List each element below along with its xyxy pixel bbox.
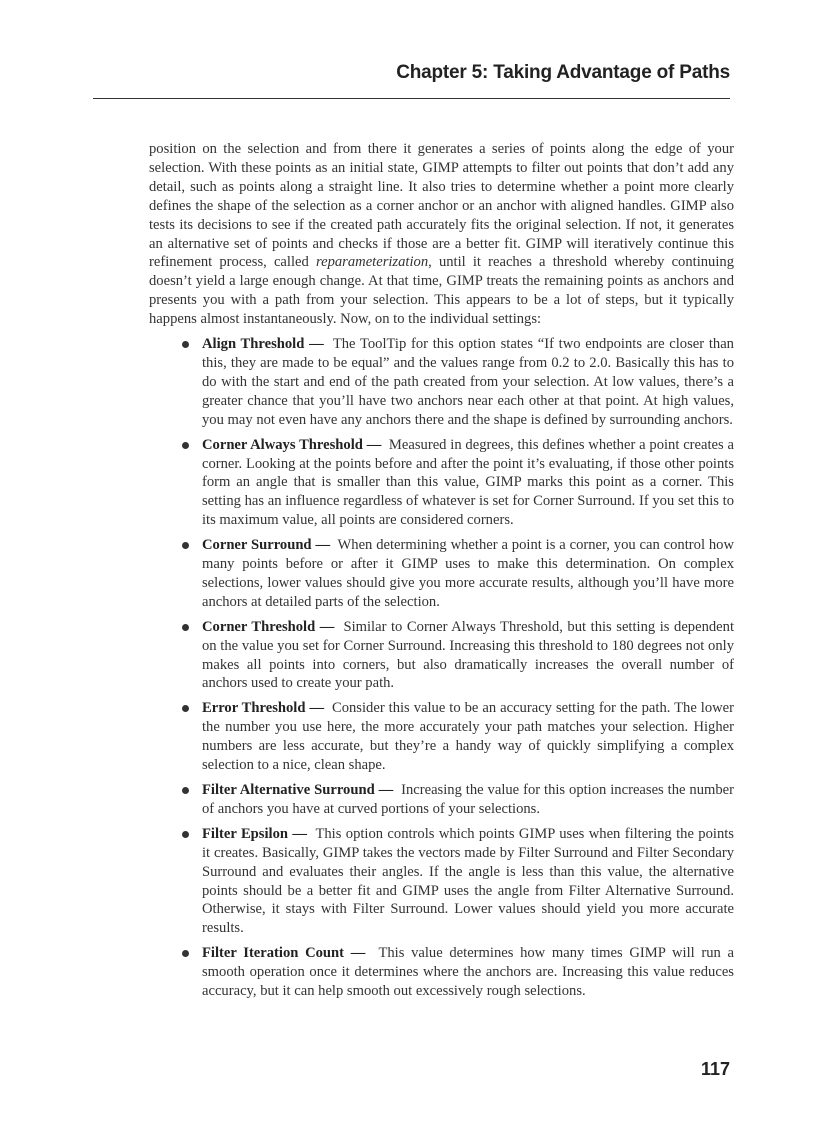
setting-description: The ToolTip for this option states “If two endpoints are closer than this, they are made to be equal” and the values range from 0.2 to 2.0. Basically this has to do with the start and end of the path created from your selection. At low values, there’s a greater chance that you’ll have two anchors near each other at that point. At high values, you may not even have any anchors there and the shape is defined by surrounding anchors. [202, 336, 734, 428]
page-body [149, 140, 734, 1007]
settings-list [149, 335, 734, 1001]
bullet-icon [182, 787, 189, 794]
bullet-icon [182, 542, 189, 549]
intro-paragraph [149, 140, 734, 329]
setting-item-corner-always-threshold [202, 436, 734, 531]
bullet-icon [182, 341, 189, 348]
setting-term: Filter Epsilon [202, 825, 288, 842]
setting-description: This option controls which points GIMP uses when filtering the points it creates. Basically, GIMP takes the vectors made by Filter Surround and Filter Secondary Surround and evaluates their angles. If the angle is less than this value, the alternative points should be a better fit and GIMP uses the angle from Filter Alternative Surround. Otherwise, it stays with Filter Surround. Lower values should yield you more accurate results. [202, 825, 734, 937]
bullet-icon [182, 442, 189, 449]
setting-description: Increasing the value for this option increases the number of anchors you have at curved portions of your selections. [202, 782, 734, 817]
setting-term: Filter Iteration Count [202, 945, 345, 962]
setting-dash: — [378, 782, 394, 798]
setting-item-error-threshold [202, 699, 734, 775]
page-number: 117 [700, 1059, 730, 1079]
chapter-header: Chapter 5: Taking Advantage of Paths [396, 62, 730, 83]
setting-description: Similar to Corner Always Threshold, but this setting is dependent on the value you set for Corner Surround. Increasing this threshold to 180 degrees not only makes all points into corners, but also dramatically increases the overall number of anchors used to create your path. [202, 618, 735, 692]
setting-term: Corner Always Threshold [202, 436, 363, 453]
setting-item-filter-alternative-surround [202, 781, 734, 819]
setting-item-filter-iteration-count [202, 944, 734, 1001]
setting-item-corner-surround [202, 536, 734, 612]
bullet-icon [182, 624, 189, 631]
setting-term: Corner Threshold [202, 618, 316, 635]
setting-dash: — [309, 700, 325, 717]
setting-dash: — [350, 945, 366, 962]
intro-text-start: position on the selection and from there it generates a series of points along the edge of your selection. With these points as an initial state, GIMP attempts to filter out points that don’t add any detail, such as points along a straight line. It also tries to determine whether a point more clearly defines the shape of the selection as a corner anchor or an anchor with aligned handles. GIMP also tests its decisions to see if the created path accurately fits the original selection. If not, it generates an alternative set of points and checks if those are a better fit. GIMP will iteratively continue this refinement process, called [149, 141, 734, 271]
setting-dash: — [309, 336, 324, 353]
setting-description: This value determines how many times GIMP will run a smooth operation once it determines where the anchors are. Increasing this value reduces accuracy, but it can help smooth out excessively rough selections. [202, 945, 734, 1000]
setting-term: Filter Alternative Surround [202, 782, 375, 798]
setting-item-corner-threshold [202, 618, 734, 694]
setting-dash: — [315, 537, 331, 554]
bullet-icon [182, 950, 189, 957]
setting-description: When determining whether a point is a corner, you can control how many points before or after it GIMP uses to make this determination. On complex selections, lower values should give you more accurate results, although you’ll have more anchors at detailed parts of the selection. [202, 537, 734, 610]
setting-item-align-threshold [202, 335, 734, 430]
setting-dash: — [292, 825, 307, 842]
setting-item-filter-epsilon [202, 825, 734, 938]
setting-term: Error Threshold [202, 700, 306, 717]
setting-dash: — [366, 436, 382, 453]
bullet-icon [182, 831, 189, 838]
bullet-icon [182, 705, 189, 712]
setting-description: Consider this value to be an accuracy setting for the path. The lower the number you use here, the more accurately your path matches your selection. Higher numbers are less accurate, but they’re a handy way of quickly simplifying a complex selection to a nice, clean shape. [202, 700, 735, 774]
header-divider [93, 98, 730, 99]
setting-dash: — [319, 618, 335, 635]
setting-term: Align Threshold [202, 336, 305, 353]
intro-text-end: , until it reaches a threshold whereby continuing doesn’t yield a large enough change. At that time, GIMP treats the remaining points as anchors and presents you with a path from your selection. This appears to be a lot of steps, but it typically happens almost instantaneously. Now, on to the individual settings: [149, 254, 735, 328]
intro-emphasis: reparameterization [315, 254, 429, 271]
setting-term: Corner Surround [202, 537, 312, 554]
setting-description: Measured in degrees, this defines whether a point creates a corner. Looking at the points before and after the point it’s evaluating, if those other points form an angle that is smaller than this value, GIMP marks this point as a corner. This setting has an influence regardless of whatever is set for Corner Surround. If you set this to its maximum value, all points are considered corners. [202, 436, 734, 529]
